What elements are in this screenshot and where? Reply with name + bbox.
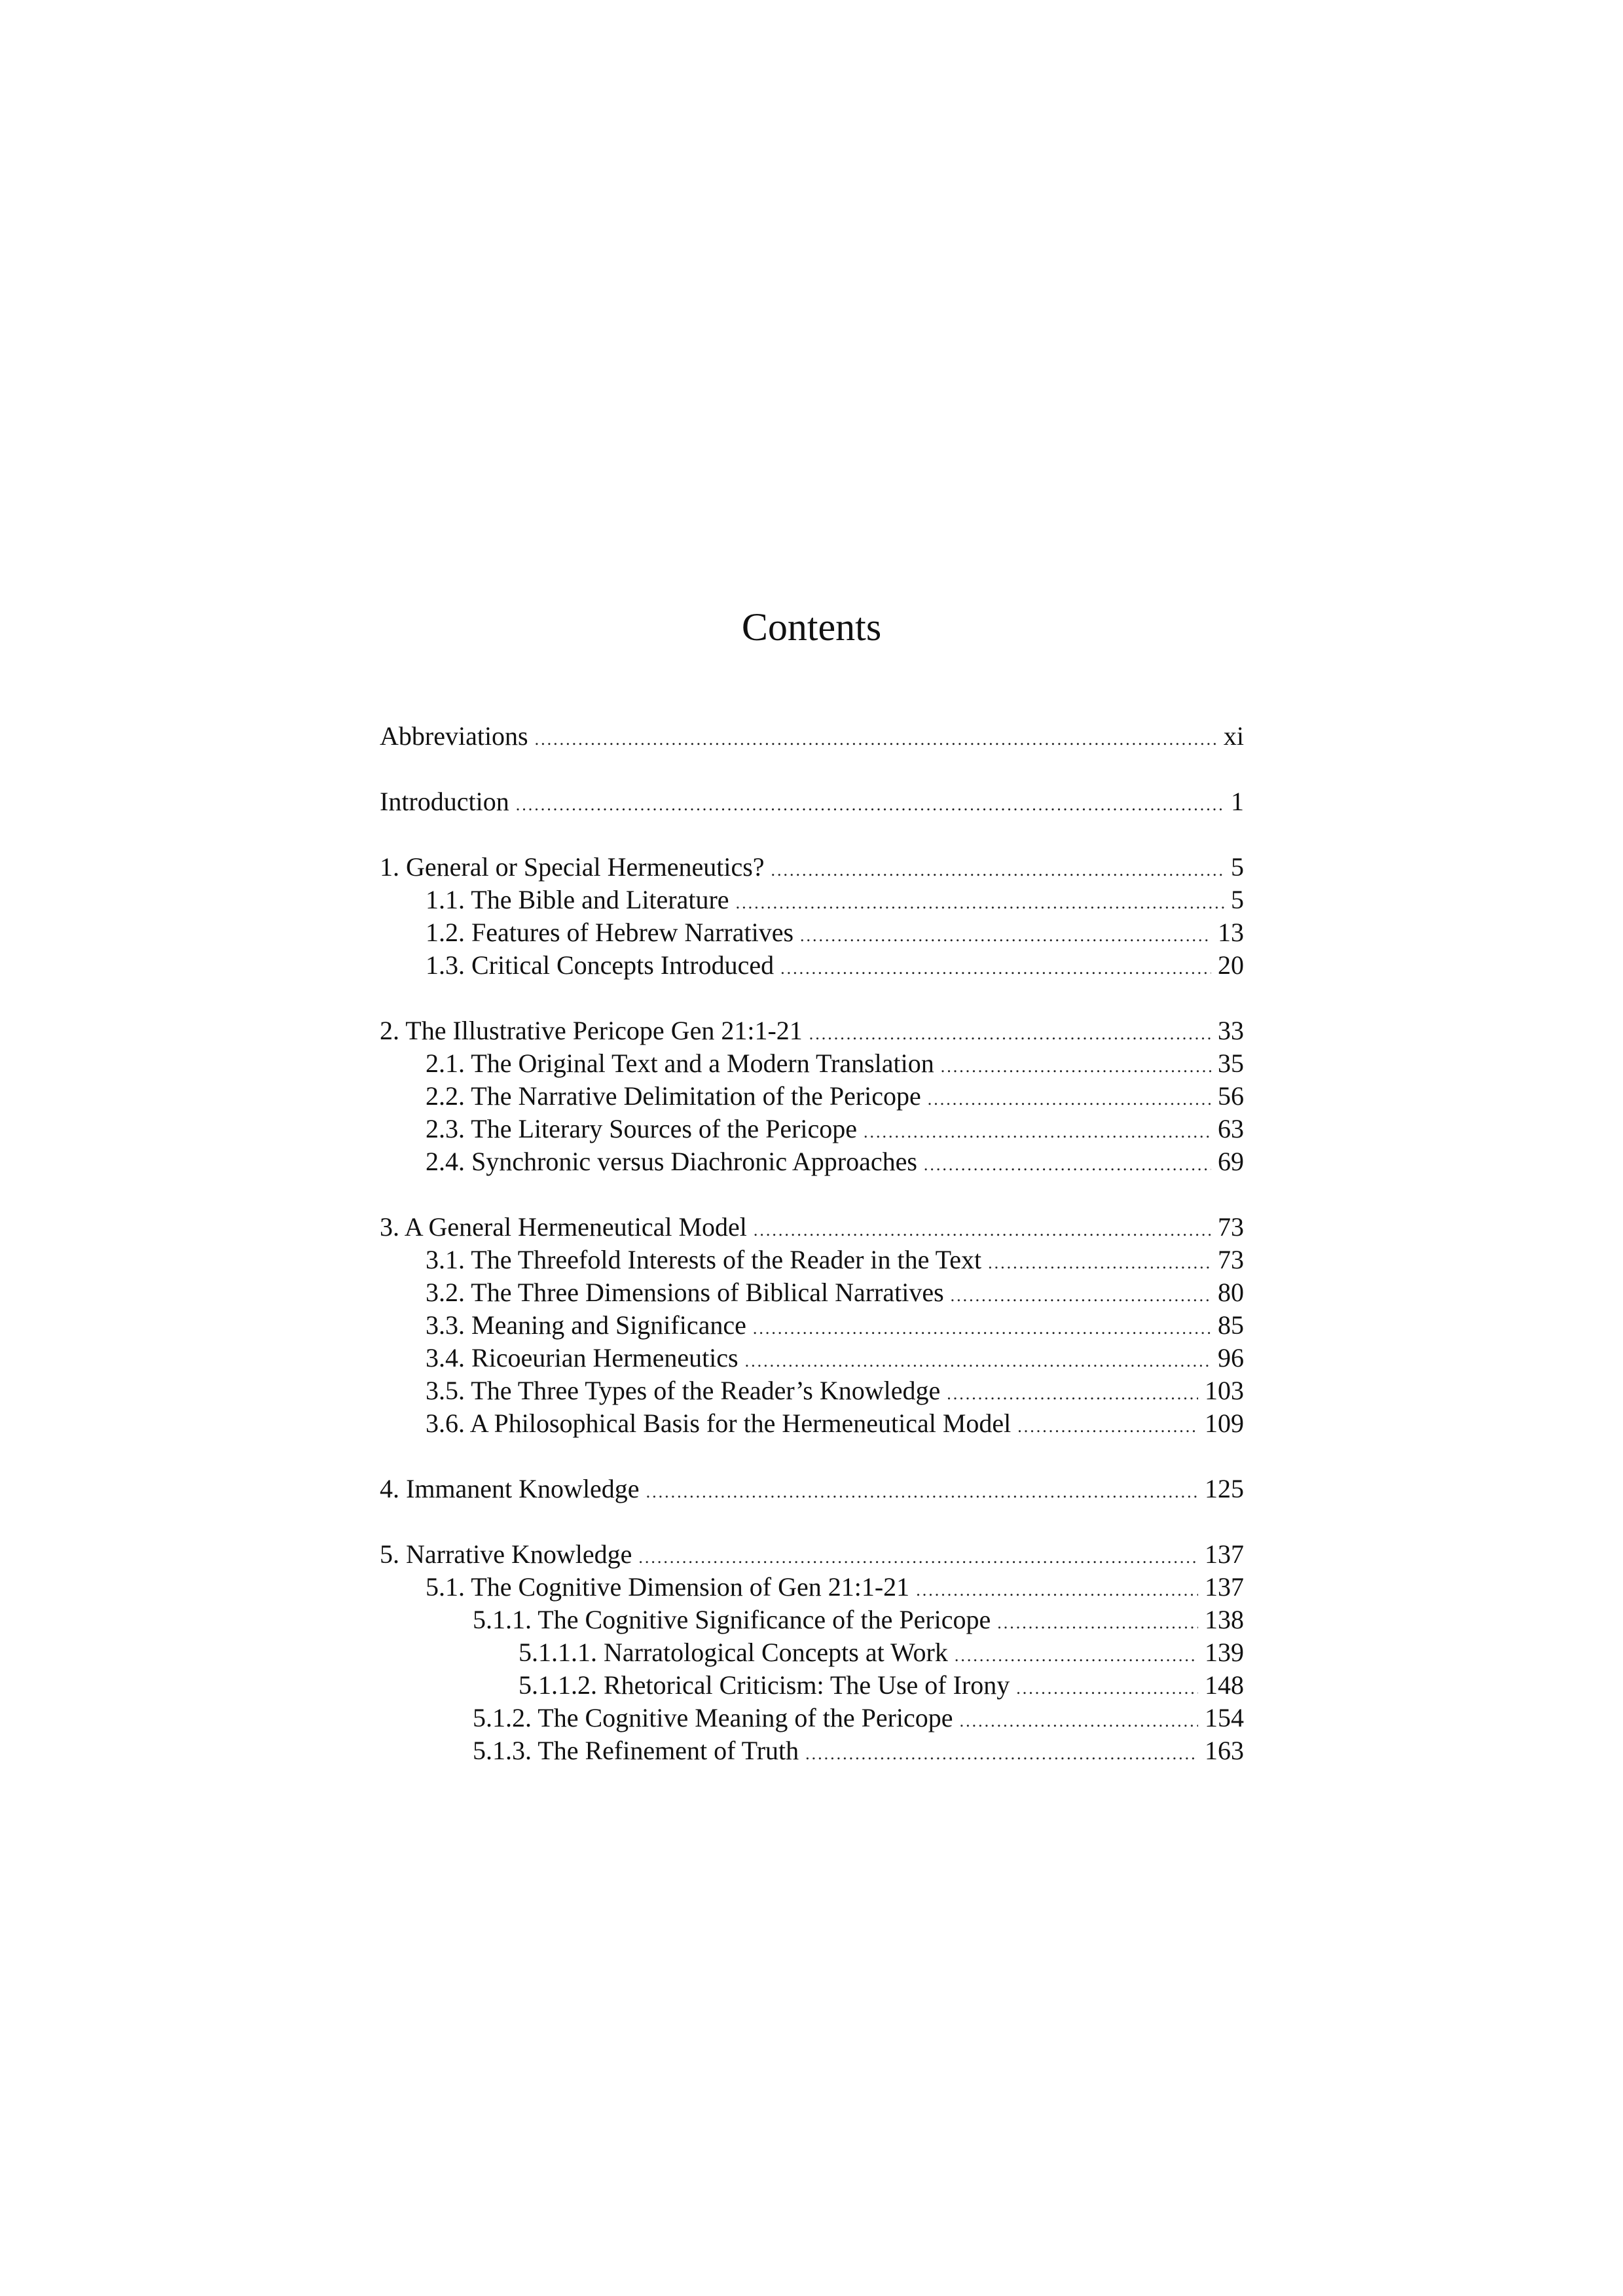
toc-entry-title: 5.1.1. The Cognitive Significance of the Pericope — [473, 1605, 991, 1634]
dot-leader — [535, 723, 1217, 756]
dot-leader — [780, 952, 1211, 985]
toc-entry-title: 1. General or Special Hermeneutics? — [380, 852, 765, 882]
dot-leader — [955, 1640, 1198, 1672]
toc-entry-section-3-5[interactable] — [380, 1374, 1244, 1407]
toc-entry-section-2-3[interactable] — [380, 1113, 1244, 1145]
toc-entry-page: 13 — [1218, 918, 1244, 947]
toc-entry-section-5-1[interactable] — [380, 1571, 1244, 1604]
toc-entry-title: 4. Immanent Knowledge — [380, 1474, 640, 1503]
toc-entry-title: 5.1.2. The Cognitive Meaning of the Pericope — [473, 1703, 953, 1732]
toc-entry-section-1-2[interactable] — [380, 916, 1244, 949]
dot-leader — [771, 854, 1224, 887]
toc-entry-title: 3.4. Ricoeurian Hermeneutics — [426, 1343, 739, 1372]
toc-entry-title: 5.1.3. The Refinement of Truth — [473, 1736, 799, 1765]
toc-entry-page: 85 — [1218, 1310, 1244, 1340]
toc-entry-page: 80 — [1218, 1278, 1244, 1307]
toc-entry-section-3-3[interactable] — [380, 1309, 1244, 1342]
toc-entry-section-5-1-1-2[interactable] — [380, 1669, 1244, 1702]
toc-entry-section-5-1-2[interactable] — [380, 1702, 1244, 1734]
dot-leader — [800, 920, 1211, 952]
toc-entry-section-1-1[interactable] — [380, 884, 1244, 916]
toc-entry-section-3-2[interactable] — [380, 1276, 1244, 1309]
toc-entry-title: 3.5. The Three Types of the Reader’s Knowledge — [426, 1376, 941, 1405]
toc-entry-page: xi — [1223, 721, 1244, 751]
toc-entry-page: 103 — [1205, 1376, 1244, 1405]
toc-entry-title: 2.1. The Original Text and a Modern Translation — [426, 1049, 934, 1078]
toc-entry-page: 125 — [1205, 1474, 1244, 1503]
toc-entry-title: 2. The Illustrative Pericope Gen 21:1-21 — [380, 1016, 803, 1045]
toc-entry-section-2-2[interactable] — [380, 1080, 1244, 1113]
toc-entry-section-3-6[interactable] — [380, 1407, 1244, 1440]
dot-leader — [916, 1574, 1198, 1607]
toc-entry-title: 3.6. A Philosophical Basis for the Hermeneutical Model — [426, 1408, 1012, 1438]
toc-entry-title: 2.2. The Narrative Delimitation of the Pericope — [426, 1081, 921, 1111]
toc-entry-title: 2.3. The Literary Sources of the Pericope — [426, 1114, 858, 1143]
dot-leader — [745, 1345, 1211, 1378]
toc-entry-page: 63 — [1218, 1114, 1244, 1143]
dot-leader — [928, 1083, 1211, 1116]
toc-entry-section-3-4[interactable] — [380, 1342, 1244, 1374]
toc-entry-abbreviations[interactable] — [380, 720, 1244, 753]
toc-entry-title: 1.3. Critical Concepts Introduced — [426, 950, 775, 980]
toc-entry-section-5-1-1-1[interactable] — [380, 1636, 1244, 1669]
dot-leader — [941, 1050, 1211, 1083]
toc-entry-page: 109 — [1205, 1408, 1244, 1438]
toc-entry-title: Abbreviations — [380, 721, 528, 751]
toc-entry-section-3-1[interactable] — [380, 1244, 1244, 1276]
dot-leader — [947, 1378, 1198, 1410]
toc-entry-title: 1.1. The Bible and Literature — [426, 885, 729, 914]
toc-entry-title: 5.1. The Cognitive Dimension of Gen 21:1-21 — [426, 1572, 910, 1602]
toc-entry-chapter-5[interactable] — [380, 1538, 1244, 1571]
table-of-contents — [380, 720, 1244, 1767]
toc-entry-section-1-3[interactable] — [380, 949, 1244, 982]
toc-entry-title: Introduction — [380, 787, 509, 816]
toc-entry-page: 137 — [1205, 1572, 1244, 1602]
toc-entry-title: 5.1.1.2. Rhetorical Criticism: The Use of Irony — [519, 1670, 1010, 1700]
dot-leader — [809, 1018, 1211, 1050]
dot-leader — [638, 1541, 1198, 1574]
dot-leader — [988, 1247, 1211, 1280]
toc-entry-page: 138 — [1205, 1605, 1244, 1634]
toc-entry-page: 69 — [1218, 1147, 1244, 1176]
toc-entry-page: 5 — [1231, 852, 1244, 882]
toc-entry-introduction[interactable] — [380, 785, 1244, 818]
page-title: Contents — [741, 605, 882, 649]
dot-leader — [924, 1149, 1211, 1181]
dot-leader — [864, 1116, 1211, 1149]
toc-entry-chapter-2[interactable] — [380, 1014, 1244, 1047]
toc-entry-chapter-1[interactable] — [380, 851, 1244, 884]
toc-entry-title: 2.4. Synchronic versus Diachronic Approaches — [426, 1147, 917, 1176]
toc-entry-page: 148 — [1205, 1670, 1244, 1700]
dot-leader — [753, 1312, 1211, 1345]
toc-entry-page: 137 — [1205, 1539, 1244, 1569]
dot-leader — [805, 1738, 1198, 1770]
toc-entry-page: 33 — [1218, 1016, 1244, 1045]
toc-entry-title: 3.3. Meaning and Significance — [426, 1310, 746, 1340]
toc-entry-page: 5 — [1231, 885, 1244, 914]
toc-entry-page: 1 — [1231, 787, 1244, 816]
dot-leader — [960, 1705, 1198, 1738]
toc-entry-title: 5.1.1.1. Narratological Concepts at Work — [519, 1638, 948, 1667]
dot-leader — [951, 1280, 1211, 1312]
toc-entry-section-2-1[interactable] — [380, 1047, 1244, 1080]
dot-leader — [1016, 1672, 1198, 1705]
toc-entry-chapter-4[interactable] — [380, 1473, 1244, 1505]
toc-entry-page: 163 — [1205, 1736, 1244, 1765]
dot-leader — [997, 1607, 1198, 1640]
toc-entry-title: 1.2. Features of Hebrew Narratives — [426, 918, 794, 947]
toc-entry-section-5-1-1[interactable] — [380, 1604, 1244, 1636]
dot-leader — [1017, 1410, 1198, 1443]
toc-entry-section-2-4[interactable] — [380, 1145, 1244, 1178]
dot-leader — [736, 887, 1224, 920]
toc-entry-page: 96 — [1218, 1343, 1244, 1372]
toc-entry-page: 56 — [1218, 1081, 1244, 1111]
dot-leader — [646, 1476, 1198, 1509]
toc-entry-page: 139 — [1205, 1638, 1244, 1667]
toc-entry-title: 5. Narrative Knowledge — [380, 1539, 632, 1569]
dot-leader — [516, 789, 1224, 821]
dot-leader — [754, 1214, 1211, 1247]
toc-entry-page: 73 — [1218, 1212, 1244, 1242]
toc-entry-title: 3.1. The Threefold Interests of the Reader in the Text — [426, 1245, 982, 1274]
toc-entry-title: 3.2. The Three Dimensions of Biblical Narratives — [426, 1278, 944, 1307]
toc-entry-page: 154 — [1205, 1703, 1244, 1732]
toc-entry-section-5-1-3[interactable] — [380, 1734, 1244, 1767]
toc-entry-page: 20 — [1218, 950, 1244, 980]
toc-entry-title: 3. A General Hermeneutical Model — [380, 1212, 747, 1242]
toc-entry-chapter-3[interactable] — [380, 1211, 1244, 1244]
toc-entry-page: 35 — [1218, 1049, 1244, 1078]
toc-entry-page: 73 — [1218, 1245, 1244, 1274]
